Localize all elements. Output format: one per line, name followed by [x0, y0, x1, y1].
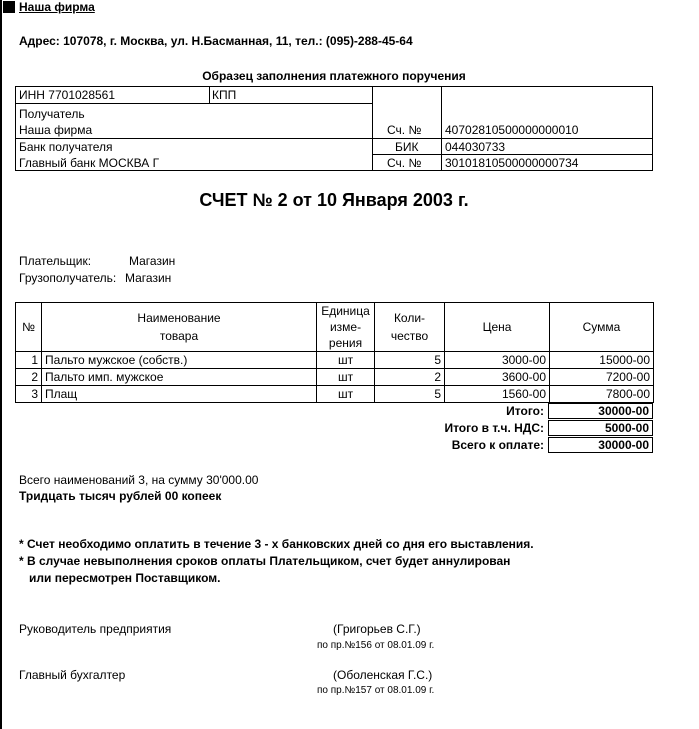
summary-count: Всего наименований 3, на сумму 30'000.00 — [19, 473, 259, 487]
invoice-title: СЧЕТ № 2 от 10 Января 2003 г. — [199, 190, 469, 210]
consignee-value: Магазин — [125, 271, 172, 285]
due-value: 30000-00 — [548, 437, 653, 453]
col-header-unit-line3: рения — [328, 336, 363, 350]
row-sum: 7200-00 — [550, 369, 654, 386]
col-header-name-line1: Наименование — [137, 311, 221, 325]
company-address: Адрес: 107078, г. Москва, ул. Н.Басманная, 11, тел.: (095)-288-45-64 — [19, 34, 413, 48]
consignee-label: Грузополучатель: — [19, 271, 117, 285]
director-label: Руководитель предприятия — [19, 622, 172, 636]
grid-line — [441, 87, 442, 170]
bik-value: 044030733 — [445, 140, 506, 154]
payer-label: Плательщик: — [19, 254, 92, 268]
director-order: по пр.№156 от 08.01.09 г. — [317, 640, 435, 651]
vat-value: 5000-00 — [548, 420, 653, 436]
col-header-sum: Сумма — [550, 303, 654, 352]
payer-value: Магазин — [129, 254, 176, 268]
col-header-num: № — [16, 303, 42, 352]
accountant-label: Главный бухгалтер — [19, 668, 126, 682]
row-num: 3 — [16, 386, 42, 403]
row-price: 1560-00 — [445, 386, 550, 403]
row-name: Плащ — [42, 386, 317, 403]
account-label: Сч. № — [387, 123, 422, 137]
col-header-name-line2: товара — [159, 329, 199, 343]
row-unit: шт — [317, 352, 375, 369]
page-left-border — [0, 0, 2, 729]
recipient-label: Получатель — [19, 107, 85, 121]
bik-label: БИК — [395, 140, 419, 154]
row-num: 1 — [16, 352, 42, 369]
accountant-name: (Оболенская Г.С.) — [333, 668, 433, 682]
col-header-qty-line1: Коли- — [393, 311, 426, 325]
col-header-unit — [317, 303, 375, 352]
goods-table — [15, 302, 654, 403]
col-header-unit-line1: Единица — [321, 304, 370, 318]
corr-account-value: 30101810500000000734 — [445, 156, 579, 170]
col-header-qty-line2: чество — [390, 329, 429, 343]
note-payment-term: * Счет необходимо оплатить в течение 3 - х банковских дней со дня его выставления. — [19, 537, 534, 551]
vat-label: Итого в т.ч. НДС: — [444, 421, 544, 435]
col-header-price: Цена — [445, 303, 550, 352]
grid-line — [209, 87, 210, 103]
goods-table-header — [16, 303, 654, 352]
grid-line — [372, 154, 652, 155]
row-name: Пальто имп. мужское — [42, 369, 317, 386]
grid-line — [16, 138, 652, 139]
row-sum: 15000-00 — [550, 352, 654, 369]
row-qty: 5 — [375, 352, 445, 369]
bank-details-table — [15, 86, 653, 171]
total-label: Итого: — [506, 404, 544, 418]
company-name: Наша фирма — [19, 0, 95, 14]
row-num: 2 — [16, 369, 42, 386]
table-row — [16, 352, 654, 369]
table-row — [16, 386, 654, 403]
row-qty: 2 — [375, 369, 445, 386]
kpp-label: КПП — [212, 88, 237, 102]
recipient-name: Наша фирма — [19, 123, 93, 137]
grid-line — [372, 87, 373, 170]
account-value: 40702810500000000010 — [445, 123, 579, 137]
bank-label: Банк получателя — [19, 140, 113, 154]
note-cancellation: * В случае невыполнения сроков оплаты Плательщиком, счет будет аннулирован — [19, 554, 511, 568]
row-price: 3000-00 — [445, 352, 550, 369]
row-unit: шт — [317, 386, 375, 403]
total-value: 30000-00 — [548, 403, 653, 419]
row-qty: 5 — [375, 386, 445, 403]
col-header-name — [42, 303, 317, 352]
row-name: Пальто мужское (собств.) — [42, 352, 317, 369]
col-header-unit-line2: изме- — [329, 320, 362, 334]
payment-sample-title: Образец заполнения платежного поручения — [202, 69, 466, 83]
table-row — [16, 369, 654, 386]
director-name: (Григорьев С.Г.) — [333, 622, 421, 636]
page-marker — [3, 1, 15, 13]
row-unit: шт — [317, 369, 375, 386]
row-price: 3600-00 — [445, 369, 550, 386]
grid-line — [16, 103, 372, 104]
due-label: Всего к оплате: — [451, 438, 544, 452]
accountant-order: по пр.№157 от 08.01.09 г. — [317, 685, 435, 696]
corr-account-label: Сч. № — [387, 156, 422, 170]
col-header-qty — [375, 303, 445, 352]
bank-name: Главный банк МОСКВА Г — [19, 156, 160, 170]
summary-amount-words: Тридцать тысяч рублей 00 копеек — [19, 489, 222, 503]
row-sum: 7800-00 — [550, 386, 654, 403]
inn-value: ИНН 7701028561 — [19, 88, 116, 102]
note-cancellation-cont: или пересмотрен Поставщиком. — [29, 571, 221, 585]
